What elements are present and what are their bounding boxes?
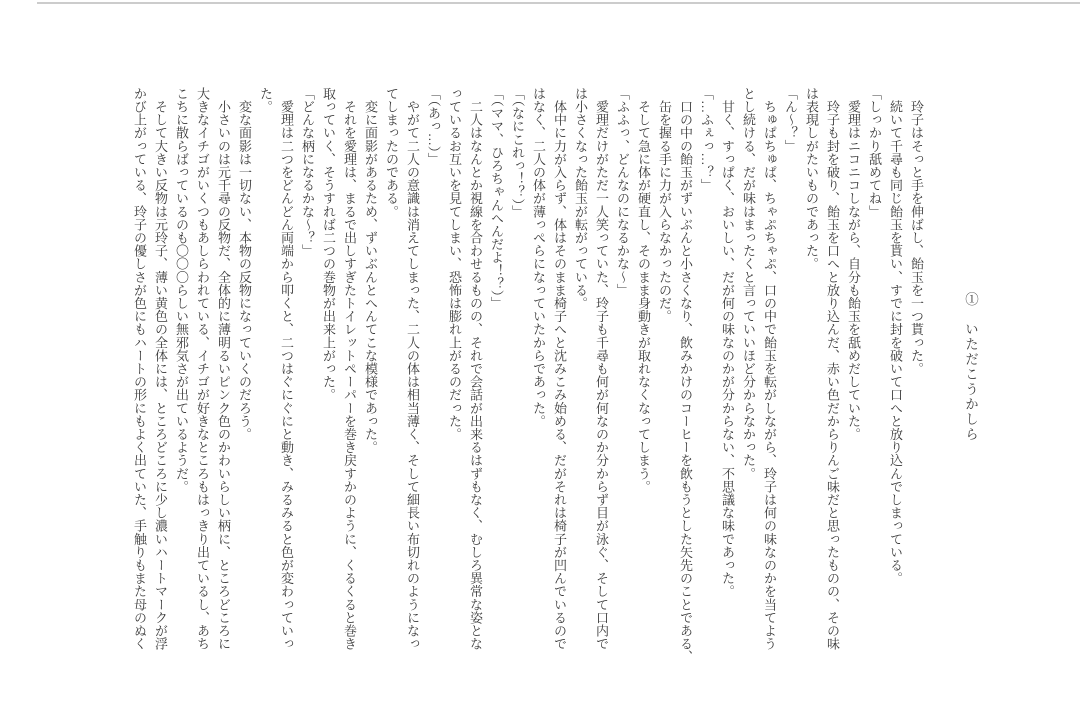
text-column: 「しっかり舐めてね」 — [867, 87, 882, 218]
text-column: 「…ふぇっ…？」 — [699, 87, 714, 192]
text-column: 玲子はそっと手を伸ばし、飴玉を一つ貰った。 — [909, 87, 924, 376]
text-column: 愛理は二つをどんどん両端から叩くと、二つはぐにぐにと動き、みるみると色が変わっていっ — [279, 87, 294, 651]
text-column: 缶を握る手に力が入らなかったのだ。 — [657, 87, 672, 323]
text-column: ちゅぱちゅぱ、ちゃぷちゃぷ、口の中で飴玉を転がしながら、玲子は何の味なのかを当てよう — [762, 87, 777, 651]
window-top-edge-line — [37, 2, 1080, 4]
text-column: 続いて千尋も同じ飴玉を貰い、すでに封を破いて口へと放り込んでしまっている。 — [888, 87, 903, 585]
text-column: は小さくなった飴玉が転がっている。 — [573, 87, 588, 310]
text-column: 玲子も封を破り、飴玉を口へと放り込んだ、赤い色だからりんご味だと思ったものの、その味 — [825, 87, 840, 651]
text-column: そして大きい反物は元玲子、薄い黄色の全体には、ところどころに少し濃いハートマークが浮 — [153, 87, 168, 651]
text-column: 愛理はニコニコしながら、自分も飴玉を舐めだしていた。 — [846, 87, 861, 441]
text-column: てしまったのである。 — [384, 87, 399, 218]
text-column: 大きなイチゴがいくつもあしらわれている、イチゴが好きなところもはっきり出ているし、あち — [195, 87, 210, 651]
text-column: それを愛理は、まるで出しすぎたトイレットペーパーを巻き戻すかのように、くるくると巻き — [342, 87, 357, 651]
text-column: こちに散らばっているのも〇〇〇らしい無邪気さが出ているようだ。 — [174, 87, 189, 494]
text-column: 小さいのは元千尋の反物だ、全体的に薄明るいピンク色のかわいらしい柄に、ところどころに — [216, 87, 231, 651]
text-column: 「ふふっ、どんなのになるかな〜」 — [615, 87, 630, 297]
text-column: 「ん〜？」 — [783, 87, 798, 153]
text-column: かび上がっている、玲子の優しさが色にもハートの形にもよく出ていた、手触りもまた母のぬく — [132, 87, 147, 651]
text-column: そして急に体が硬直し、そのまま身動きが取れなくなってしまう。 — [636, 87, 651, 494]
text-column: 愛理だけがただ一人笑っていた、玲子も千尋も何が何なのか分からず目が泳ぐ、そして口内で — [594, 87, 609, 651]
text-column: 変な面影は一切ない、本物の反物になっていくのだろう。 — [237, 87, 252, 441]
text-column: はなく、二人の体が薄っぺらになっていたからであった。 — [531, 87, 546, 428]
text-column: た。 — [258, 87, 273, 114]
chapter-title: ① いただこうかしら — [963, 292, 978, 442]
text-column: 口の中の飴玉がずいぶんと小さくなり、飲みかけのコーヒーを飲もうとした矢先のことである、 — [678, 87, 693, 664]
text-column: は表現しがたいものであった。 — [804, 87, 819, 271]
text-column: 変に面影があるため、ずいぶんとへんてこな模様であった。 — [363, 87, 378, 454]
text-column: やがて二人の意識は消えてしまった、二人の体は相当薄く、そして細長い布切れのようになっ — [405, 87, 420, 651]
text-column: 「（ママ、ひろちゃんへんだよ！？）」 — [489, 87, 504, 310]
text-column: 「どんな柄になるかな〜？」 — [300, 87, 315, 258]
text-column: 甘く、すっぱく、おいしい、だが何の味なのかが分からない、不思議な味であった。 — [720, 87, 735, 598]
body-text — [127, 87, 927, 667]
text-column: 「（なにこれっ！？）」 — [510, 87, 525, 219]
text-column: 二人はなんとか視線を合わせるものの、それで会話が出来るはずもなく、むしろ異常な姿とな — [468, 87, 483, 651]
text-column: 「（あっ…）」 — [426, 87, 441, 166]
text-column: 取っていく、そうすれば二つの巻物が出来上がった。 — [321, 87, 336, 402]
text-column: 体中に力が入らず、体はそのまま椅子へと沈みこみ始める、だがそれは椅子が凹んでいるので — [552, 87, 567, 651]
text-column: とし続ける、だが味はまったくと言っていいほど分からなかった。 — [741, 87, 756, 480]
text-column: っているお互いを見てしまい、恐怖は膨れ上がるのだった。 — [447, 87, 462, 441]
